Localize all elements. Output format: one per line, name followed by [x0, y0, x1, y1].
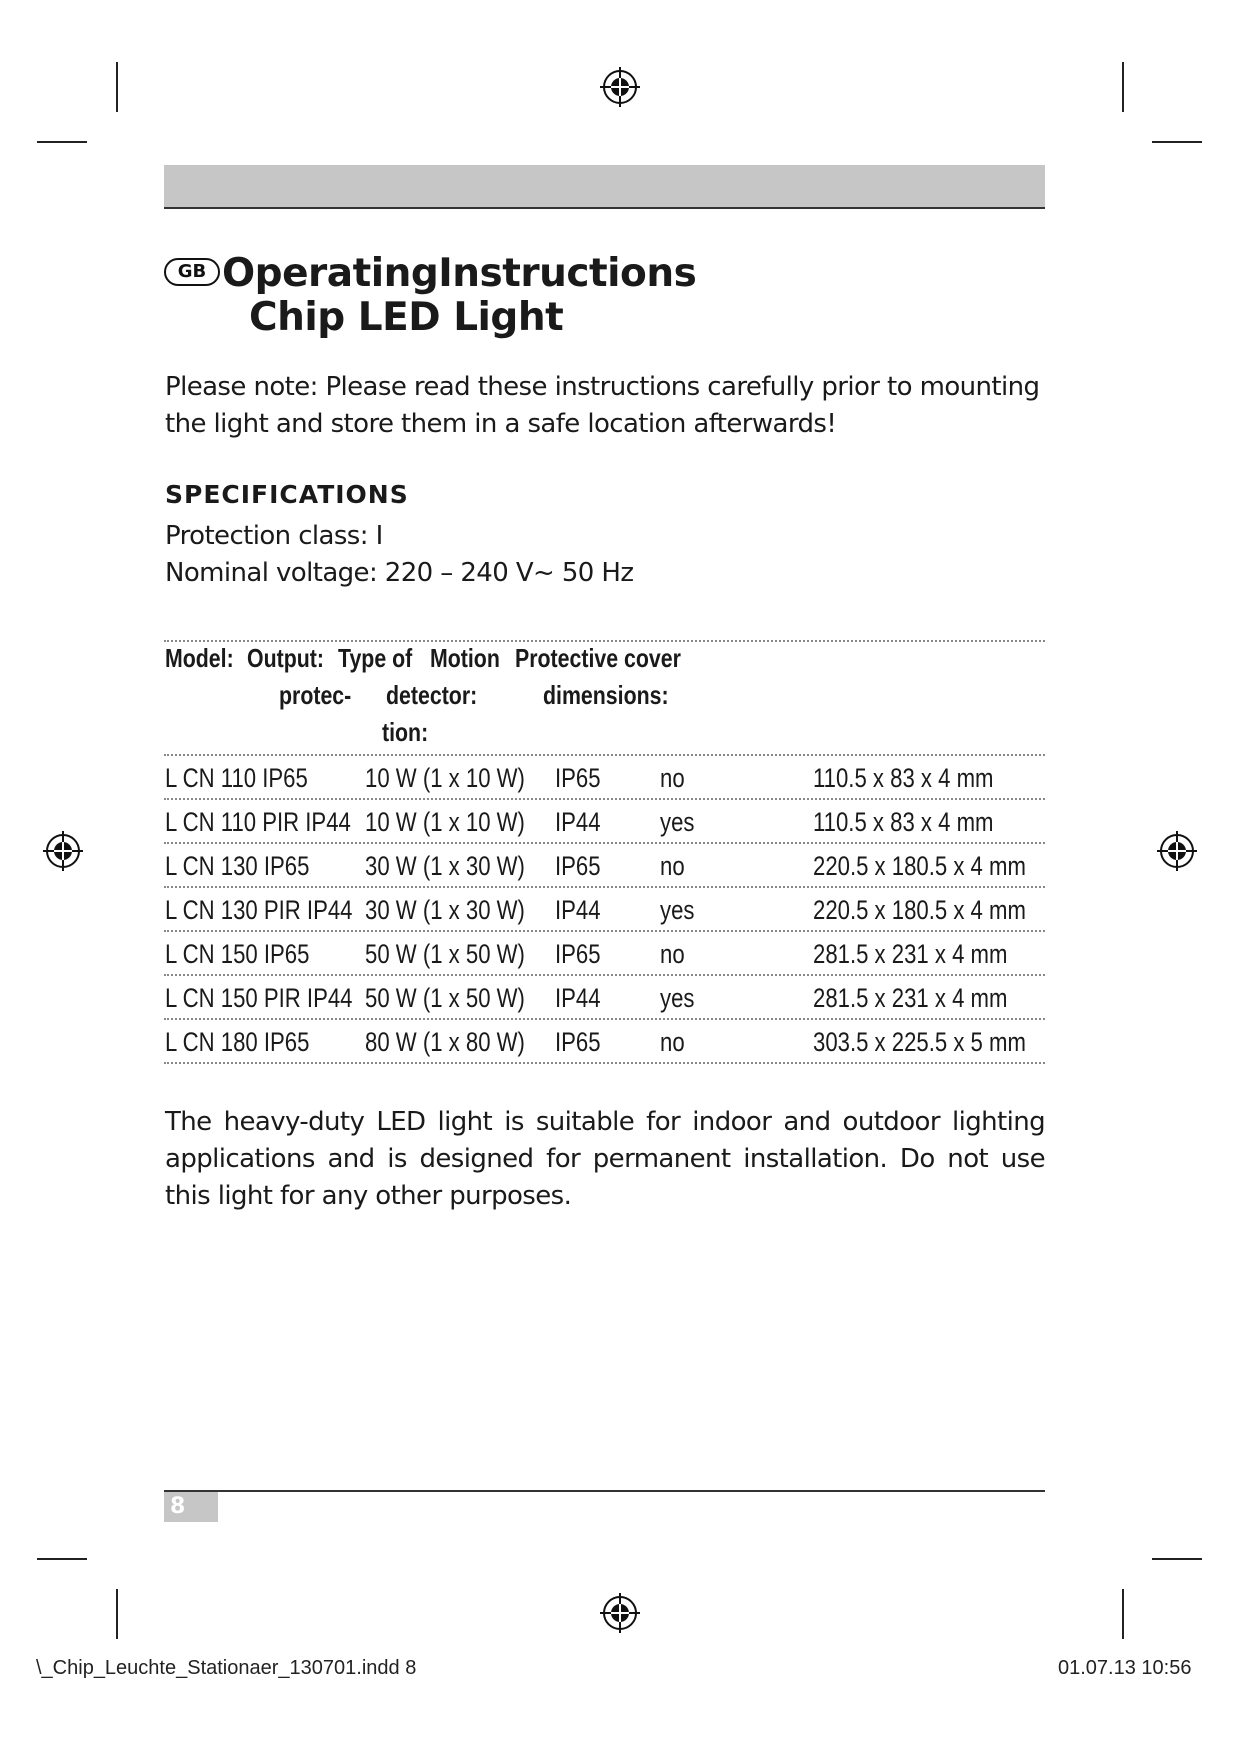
cell-output: 10 W (1 x 10 W) [365, 807, 525, 837]
cell-protection: IP65 [555, 1027, 601, 1057]
header-cover-1: Protective cover [515, 643, 681, 673]
protection-class: Protection class: I [165, 521, 383, 551]
cell-output: 50 W (1 x 50 W) [365, 983, 525, 1013]
crop-mark-top-right-h [1152, 141, 1202, 143]
header-motion-1: Motion [430, 643, 500, 673]
cell-motion: yes [660, 807, 695, 837]
table-row [0, 844, 1241, 888]
cell-protection: IP44 [555, 895, 601, 925]
header-type-2: protec- [279, 680, 352, 710]
table-row [0, 800, 1241, 844]
header-motion-2: detector: [386, 680, 478, 710]
slug-filename: \_Chip_Leuchte_Stationaer_130701.indd 8 [36, 1657, 417, 1679]
cell-dimensions: 110.5 x 83 x 4 mm [813, 763, 994, 793]
cell-dimensions: 220.5 x 180.5 x 4 mm [813, 851, 1026, 881]
registration-mark-bottom-icon [598, 1591, 642, 1635]
crop-mark-bottom-left [116, 1589, 118, 1639]
page-title: OperatingInstructions [222, 251, 697, 296]
cell-model: L CN 150 PIR IP44 [165, 983, 353, 1013]
cell-dimensions: 281.5 x 231 x 4 mm [813, 983, 1008, 1013]
header-cover-2: dimensions: [543, 680, 669, 710]
cell-output: 50 W (1 x 50 W) [365, 939, 525, 969]
cell-model: L CN 130 PIR IP44 [165, 895, 353, 925]
cell-output: 10 W (1 x 10 W) [365, 763, 525, 793]
cell-model: L CN 110 PIR IP44 [165, 807, 351, 837]
cell-model: L CN 180 IP65 [165, 1027, 310, 1057]
slug-timestamp: 01.07.13 10:56 [1058, 1657, 1192, 1679]
table-row [0, 976, 1241, 1020]
table-row [0, 932, 1241, 976]
crop-mark-top-left-h [37, 141, 87, 143]
cell-protection: IP44 [555, 807, 601, 837]
note-paragraph: Please note: Please read these instructions carefully prior to mounting the light and store them in a safe location afterwards! [165, 372, 1040, 439]
cell-output: 80 W (1 x 80 W) [365, 1027, 525, 1057]
cell-model: L CN 130 IP65 [165, 851, 310, 881]
crop-mark-top-right [1122, 62, 1124, 112]
header-type-1: Type of [338, 643, 413, 673]
cell-model: L CN 110 IP65 [165, 763, 308, 793]
cell-model: L CN 150 IP65 [165, 939, 310, 969]
cell-motion: yes [660, 983, 695, 1013]
usage-paragraph: The heavy-duty LED light is suitable for indoor and outdoor lighting applications and is designed for permanent installation. Do not use this light for any other purposes. [165, 1107, 1045, 1211]
crop-mark-bottom-left-h [37, 1558, 87, 1560]
crop-mark-bottom-right-h [1152, 1558, 1202, 1560]
cell-motion: no [660, 1027, 685, 1057]
cell-dimensions: 220.5 x 180.5 x 4 mm [813, 895, 1026, 925]
table-bottom-rule [164, 1062, 1045, 1064]
table-row [0, 888, 1241, 932]
cell-motion: no [660, 851, 685, 881]
cell-dimensions: 303.5 x 225.5 x 5 mm [813, 1027, 1026, 1057]
header-bar [164, 165, 1045, 209]
cell-protection: IP65 [555, 851, 601, 881]
cell-dimensions: 281.5 x 231 x 4 mm [813, 939, 1008, 969]
cell-protection: IP44 [555, 983, 601, 1013]
page-subtitle: Chip LED Light [249, 295, 564, 340]
page-number: 8 [164, 1492, 218, 1522]
footer-rule [164, 1490, 1045, 1492]
header-model: Model: [165, 643, 234, 673]
table-row [0, 1020, 1241, 1064]
cell-output: 30 W (1 x 30 W) [365, 851, 525, 881]
cell-protection: IP65 [555, 939, 601, 969]
cell-motion: no [660, 939, 685, 969]
language-badge: GB [164, 258, 220, 286]
specifications-heading: SPECIFICATIONS [165, 480, 409, 509]
table-row [0, 756, 1241, 800]
header-output: Output: [247, 643, 324, 673]
registration-mark-top-icon [598, 65, 642, 109]
header-type-3: tion: [382, 717, 429, 747]
cell-protection: IP65 [555, 763, 601, 793]
cell-motion: yes [660, 895, 695, 925]
crop-mark-top-left [116, 62, 118, 112]
table-top-rule [164, 640, 1045, 642]
cell-motion: no [660, 763, 685, 793]
cell-dimensions: 110.5 x 83 x 4 mm [813, 807, 994, 837]
crop-mark-bottom-right [1122, 1589, 1124, 1639]
cell-output: 30 W (1 x 30 W) [365, 895, 525, 925]
nominal-voltage: Nominal voltage: 220 – 240 V~ 50 Hz [165, 558, 634, 588]
